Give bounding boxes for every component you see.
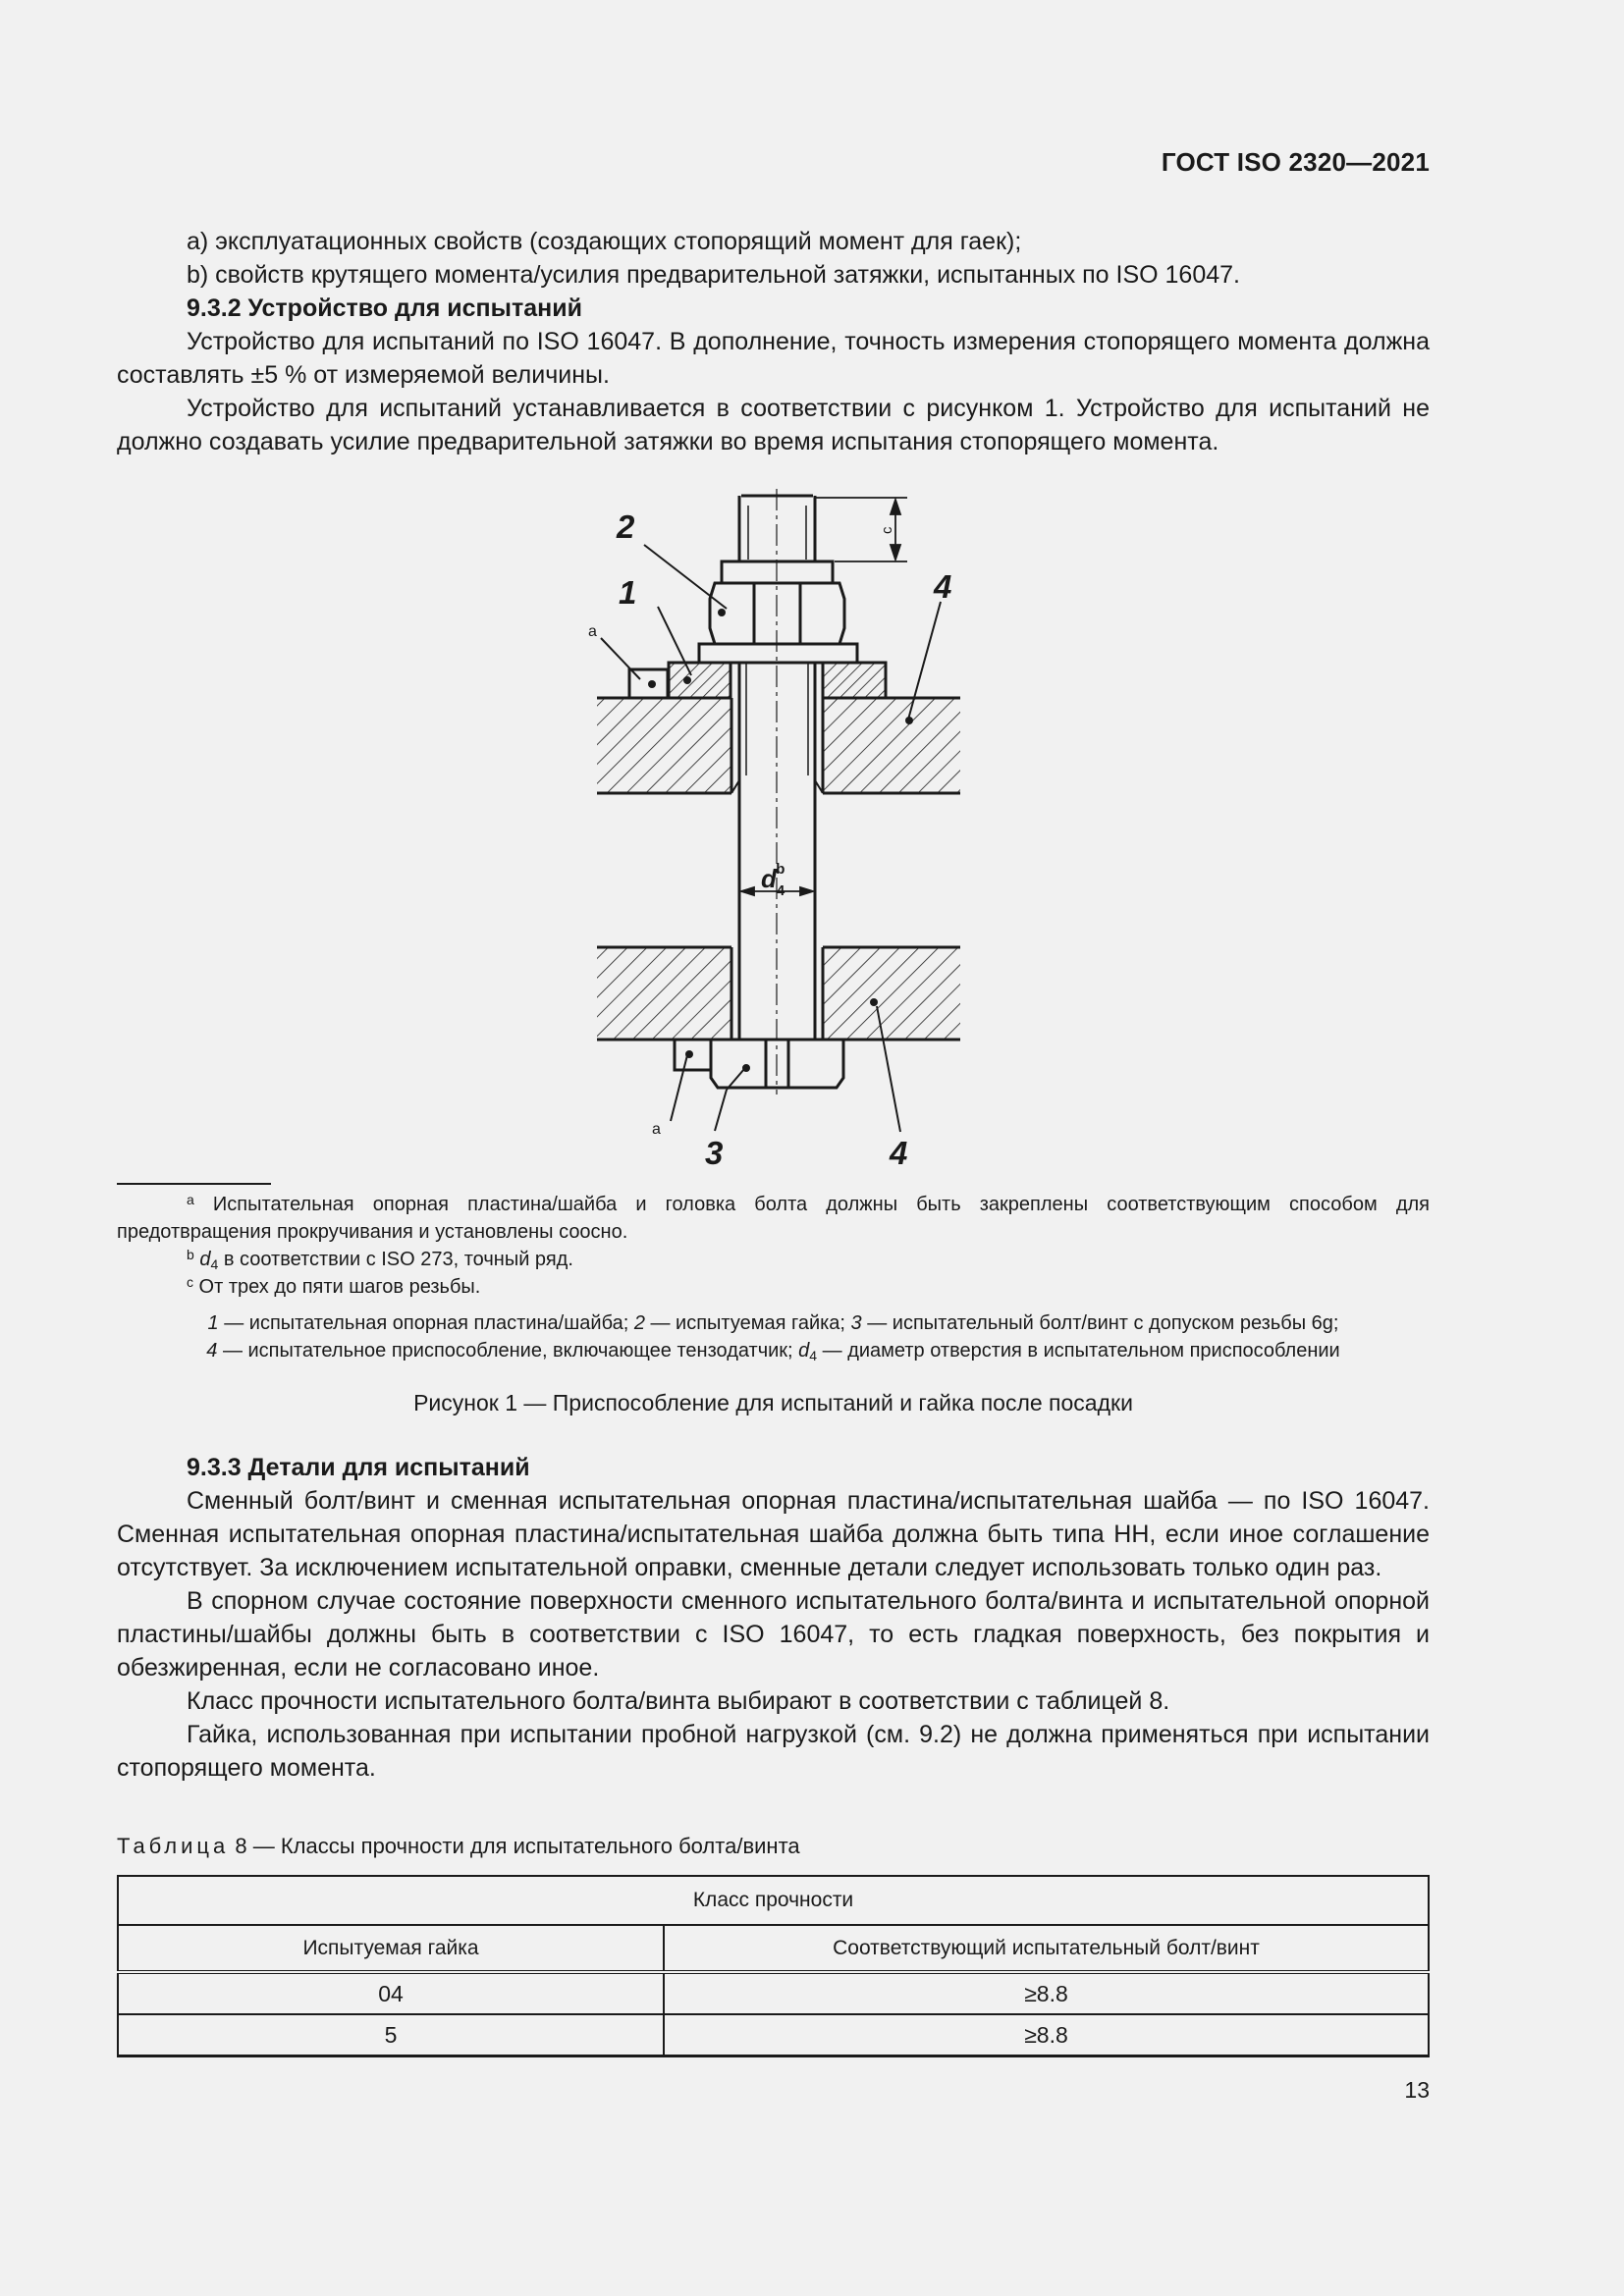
table-cell: ≥8.8 [664, 1972, 1429, 2014]
table-cell: 04 [118, 1972, 664, 2014]
upper-fixture-plate [597, 698, 960, 793]
label-a-bottom: a [652, 1121, 661, 1138]
label-2: 2 [617, 508, 635, 545]
lower-fixture-plate [597, 947, 960, 1040]
figure-1-test-fixture [584, 481, 997, 1188]
table-cell: 5 [118, 2014, 664, 2056]
label-d4: $d_4b$ [761, 861, 785, 899]
table-8 [117, 1875, 1430, 2057]
footnote-a: $^a$ Испытательная опорная пластина/шайба и головка болта должны быть закреплены соответствующим способом для предотвращения прокручивания и установлены соосно. [117, 1192, 1430, 1243]
table-col-header: Соответствующий испытательный болт/винт [664, 1925, 1429, 1972]
paragraph: Устройство для испытаний устанавливается в соответствии с рисунком 1. Устройство для испытаний не должно создавать усилие предварительной затяжки во время испытания стопорящего момента. [117, 395, 1430, 455]
paragraph: В спорном случае состояние поверхности сменного испытательного болта/винта и испытательной опорной пластины/шайбы должны быть в соответствии с ISO 16047, то есть гладкая поверхность, без покрытия и обезжиренная, если не согласовано иное. [117, 1587, 1430, 1682]
footnote-c: $^c$ От трех до пяти шагов резьбы. [187, 1274, 481, 1298]
label-4-top: 4 [934, 568, 952, 605]
footnote-b: $^b$ $d_4$ в соответствии с ISO 273, точный ряд. [187, 1247, 573, 1272]
section-heading: 9.3.2 Устройство для испытаний [187, 294, 582, 322]
figure-legend: 1 — испытательная опорная пластина/шайба; 2 — испытуемая гайка; 3 — испытательный болт/винт с допуском резьбы 6g; 4 — испытательное приспособление, включающее тензодатчик; $d_4$ — диаметр отверстия в испытательном приспособлении [206, 1312, 1340, 1363]
page-number: 13 [1404, 2077, 1430, 2103]
section-heading: 9.3.3 Детали для испытаний [187, 1454, 530, 1481]
label-1: 1 [619, 574, 637, 611]
table-col-header: Испытуемая гайка [118, 1925, 664, 1972]
section-9-3-2 [117, 225, 1430, 458]
list-item-b: b) свойств крутящего момента/усилия предварительной затяжки, испытанных по ISO 16047. [187, 261, 1240, 289]
table-cell: ≥8.8 [664, 2014, 1429, 2056]
label-3: 3 [705, 1135, 724, 1171]
document-header: ГОСТ ISO 2320—2021 [1161, 147, 1430, 177]
figure-caption: Рисунок 1 — Приспособление для испытаний и гайка после посадки [413, 1390, 1133, 1415]
paragraph: Гайка, использованная при испытании пробной нагрузкой (см. 9.2) не должна применяться при испытании стопорящего момента. [117, 1721, 1430, 1782]
table-row [118, 2014, 1429, 2056]
list-item-a: a) эксплуатационных свойств (создающих стопорящий момент для гаек); [187, 228, 1022, 255]
label-c: c [879, 526, 895, 534]
paragraph: Устройство для испытаний по ISO 16047. В дополнение, точность измерения стопорящего момента должна составлять ±5 % от измеряемой величины. [117, 328, 1430, 389]
figure-footnotes [117, 1191, 1430, 1301]
section-9-3-3 [117, 1451, 1430, 1785]
table-caption: Таблица 8 — Классы прочности для испытательного болта/винта [117, 1834, 800, 1858]
footnote-rule [117, 1183, 271, 1185]
table-group-header: Класс прочности [118, 1876, 1429, 1925]
table-row [118, 1972, 1429, 2014]
paragraph: Класс прочности испытательного болта/винта выбирают в соответствии с таблицей 8. [187, 1687, 1170, 1715]
paragraph: Сменный болт/винт и сменная испытательная опорная пластина/испытательная шайба — по ISO 16047. Сменная испытательная опорная пластина/испытательная шайба должна быть типа HH, если иное соглашение отсутствует. За исключением испытательной оправки, сменные детали следует использовать только один раз. [117, 1487, 1430, 1581]
label-a-top: a [588, 623, 597, 640]
label-4-bottom: 4 [890, 1135, 908, 1171]
